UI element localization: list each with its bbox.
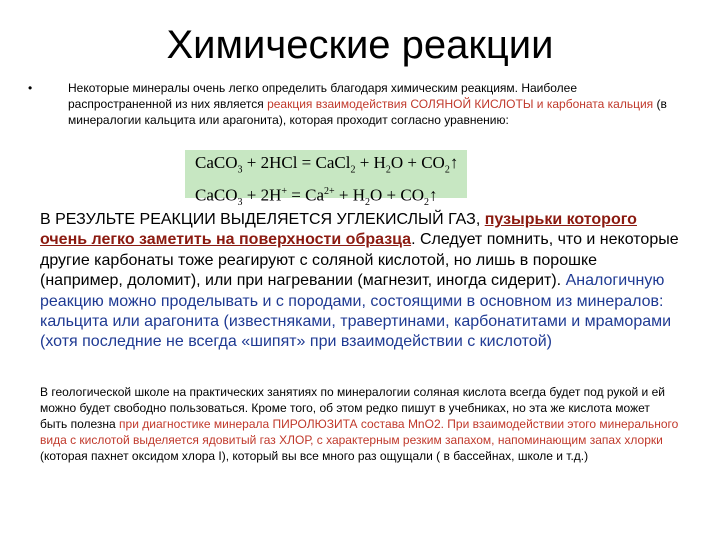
footer-text-highlight: при диагностике минерала ПИРОЛЮЗИТА состава MnO2. При взаимодействии этого минерального вида с кислотой выделяется ядовитый газ ХЛОР, с характерным резким запахом, напоминающим запах хлорки: [40, 417, 679, 447]
eq2-d: + H: [334, 186, 366, 206]
eq1-b-sub: 2: [350, 164, 356, 176]
eq2-d-sub: 2: [365, 197, 371, 209]
eq1-b: + 2HCl = CaCl: [242, 153, 351, 172]
intro-text-part1: Некоторые минералы очень легко определить благодаря химическим реакциям. Наиболее распространенной из них является: [68, 81, 577, 111]
result-paragraph: [40, 210, 680, 353]
eq2-c: = Ca: [287, 186, 324, 206]
footer-text-part1: В геологической школе на практических занятиях по минералогии соляная кислота всегда будет под рукой и ей можно будет свободно пользоваться. Кроме того, об этом редко пишут в учебниках, но эта же кислота может быть полезна: [40, 385, 665, 431]
result-text-part3: . Следует помнить, что и некоторые другие карбонаты тоже реагируют с соляной кислотой, но лишь в порошке (например, доломит), или при нагревании (магнезит, иногда сидерит).: [40, 231, 679, 290]
intro-text-part3: (в минералогии кальцита или арагонита), которая проходит согласно уравнению:: [68, 97, 667, 127]
eq2-gas-arrow: ↑: [429, 186, 438, 206]
eq1-a: CaCO: [195, 153, 238, 172]
reaction-equations: [185, 150, 467, 209]
eq2-a: CaCO: [195, 186, 238, 206]
eq1-d-sub: 2: [444, 164, 450, 176]
result-text-underlined: пузырьки которого очень легко заметить на поверхности образца: [40, 211, 637, 249]
eq1-c-sub: 2: [385, 164, 391, 176]
footer-text-part3: (которая пахнет оксидом хлора I), который вы все много раз ощущали ( в бассейнах, школе и т.д.): [40, 449, 589, 463]
intro-text-highlight: реакция взаимодействия СОЛЯНОЙ КИСЛОТЫ и карбоната кальция: [267, 97, 654, 111]
eq1-c: + H: [355, 153, 386, 172]
intro-text: [68, 80, 678, 128]
eq2-b: + 2H: [242, 186, 282, 206]
eq1-gas-arrow: ↑: [449, 153, 459, 172]
eq2-c-sup: 2+: [324, 186, 335, 198]
bullet-marker: •: [28, 81, 33, 95]
eq2-e: O + CO: [370, 186, 424, 206]
eq2-b-sup: +: [281, 186, 288, 198]
footer-paragraph: [40, 384, 680, 464]
eq1-d: O + CO: [390, 153, 445, 172]
intro-paragraph: [28, 80, 678, 128]
result-text-blue: Аналогичную реакцию можно проделывать и с породами, состоящими в основном из минералов: кальцита или арагонита (известняками, травертинами, карбонатитами и мраморами (хотя последние не всегда «шипят» при взаимодействии с кислотой): [40, 272, 672, 351]
eq2-e-sub: 2: [424, 197, 429, 209]
slide-title: Химические реакции: [166, 23, 554, 67]
result-text-part1: В РЕЗУЛЬТЕ РЕАКЦИИ ВЫДЕЛЯЕТСЯ УГЛЕКИСЛЫЙ ГАЗ,: [40, 211, 485, 228]
eq2-a-sub: 3: [237, 197, 243, 209]
eq1-a-sub: 3: [237, 164, 243, 176]
equation-molecular: [195, 152, 467, 181]
